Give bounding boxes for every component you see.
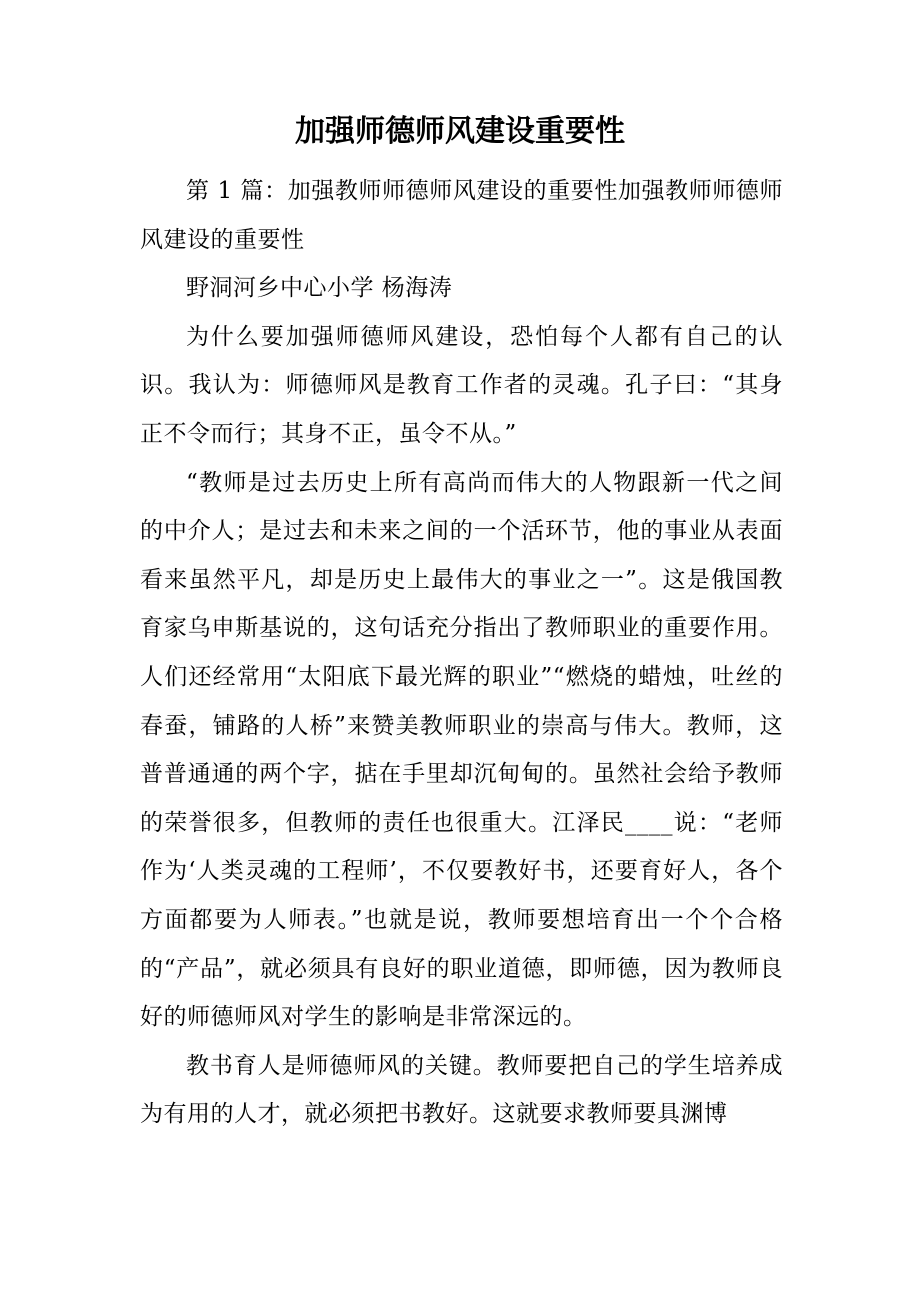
document-title: 加强师德师风建设重要性 [295,114,625,149]
document-body [140,167,783,1139]
paragraph-teaching: 教书育人是师德师风的关键。教师要把自己的学生培养成为有用的人才，就必须把书教好。这就要求教师要具渊博 [140,1052,783,1128]
paragraph-heading: 第 1 篇：加强教师师德师风建设的重要性加强教师师德师风建设的重要性 [140,178,783,253]
paragraph-quote: “教师是过去历史上所有高尚而伟大的人物跟新一代之间的中介人；是过去和未来之间的一个活环节，他的事业从表面看来虽然平凡，却是历史上最伟大的事业之一”。这是俄国教育家乌申斯基说的，这句话充分指出了教师职业的重要作用。人们还经常用“太阳底下最光辉的职业”“燃烧的蜡烛，吐丝的春蚕，铺路的人桥”来赞美教师职业的崇高与伟大。教师，这普普通通的两个字，掂在手里却沉甸甸的。虽然社会给予教师的荣誉很多，但教师的责任也很重大。江泽民____说：“老师作为‘人类灵魂的工程师’，不仅要教好书，还要育好人，各个方面都要为人师表。”也就是说，教师要想培育出一个个合格的“产品”，就必须具有良好的职业道德，即师德，因为教师良好的师德师风对学生的影响是非常深远的。 [140,469,783,1031]
paragraph-intro: 为什么要加强师德师风建设，恐怕每个人都有自己的认识。我认为：师德师风是教育工作者的灵魂。孔子曰：“其身正不令而行；其身不正，虽令不从。” [140,323,783,447]
paragraph-author: 野洞河乡中心小学 杨海涛 [186,275,453,302]
